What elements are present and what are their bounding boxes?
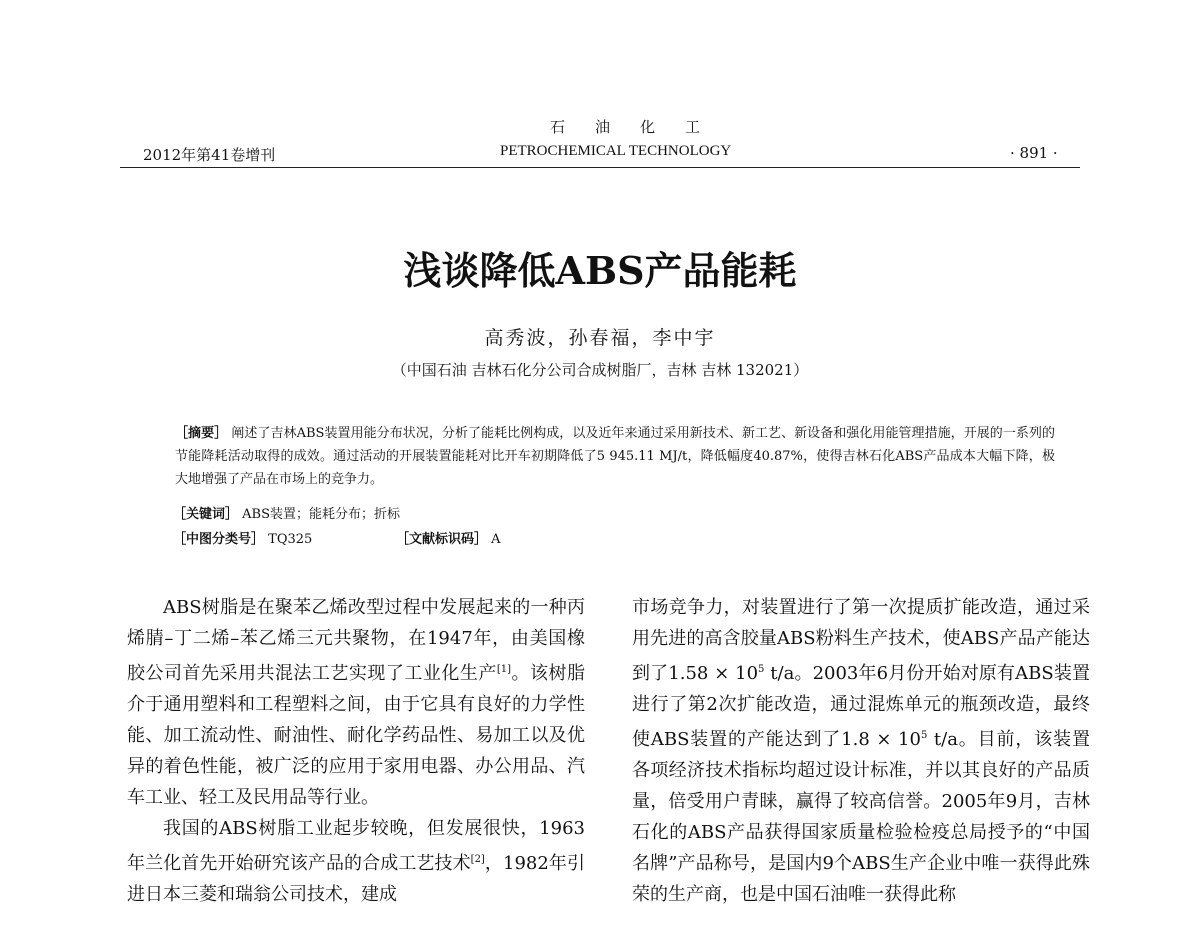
document-code-label: ［文献标识码］ bbox=[396, 532, 488, 547]
body-text: ABS树脂是在聚苯乙烯改型过程中发展起来的一种丙烯腈–丁二烯–苯乙烯三元共聚物，在1947年，由美国橡胶公司首先采用共混法工艺实现了工业化生产 bbox=[127, 597, 585, 684]
exponent: 5 bbox=[758, 664, 765, 675]
body-paragraph bbox=[127, 813, 585, 910]
body-text: 。该树脂介于通用塑料和工程塑料之间，由于它具有良好的力学性能、加工流动性、耐油性、耐化学药品性、易加工以及优异的着色性能，被广泛的应用于家用电器、办公用品、汽车工业、轻工及民用品等行业。 bbox=[127, 663, 586, 808]
page-number: · 891 · bbox=[1010, 144, 1058, 162]
abstract bbox=[175, 422, 1055, 491]
body-column-right bbox=[632, 592, 1090, 910]
document-code-text: A bbox=[491, 532, 501, 547]
classification-label: ［中图分类号］ bbox=[173, 532, 265, 547]
citation-ref: [2] bbox=[470, 854, 485, 865]
body-text: t/a。目前，该装置各项经济技术指标均超过设计标准，并以其良好的产品质量，倍受用户青睐，赢得了较高信誉。2005年9月，吉林石化的ABS产品获得国家质量检验检疫总局授予的“中国名牌”产品称号，是国内9个ABS生产企业中唯一获得此殊荣的生产商，也是中国石油唯一获得此称 bbox=[632, 729, 1090, 905]
keywords-text: ABS装置；能耗分布；折标 bbox=[242, 507, 401, 522]
abstract-text: 阐述了吉林ABS装置用能分布状况，分析了能耗比例构成，以及近年来通过采用新技术、新工艺、新设备和强化用能管理措施，开展的一系列的节能降耗活动取得的成效。通过活动的开展装置能耗对比开车初期降低了5 945.11 MJ/t，降低幅度40.87%，使得吉林石化ABS产品成本大幅下降，极大地增强了产品在市场上的竞争力。 bbox=[175, 426, 1055, 487]
body-text: ，1982年引进日本三菱和瑞翁公司技术，建成 bbox=[127, 853, 586, 905]
journal-name-cn: 石油化工 bbox=[549, 118, 730, 136]
body-column-left bbox=[127, 592, 585, 910]
abstract-label: ［摘要］ bbox=[175, 426, 228, 441]
body-paragraph bbox=[632, 592, 1090, 910]
classification-text: TQ325 bbox=[268, 532, 313, 547]
document-code bbox=[396, 529, 501, 551]
body-text: t/a。2003年6月份开始对原有ABS装置进行了第2次扩能改造，通过混炼单元的瓶颈改造，最终使ABS装置的产能达到了1.8 × 10 bbox=[632, 663, 1090, 750]
citation-ref: [1] bbox=[496, 664, 512, 675]
keywords bbox=[173, 504, 400, 526]
affiliation: （中国石油 吉林石化分公司合成树脂厂，吉林 吉林 132021） bbox=[391, 361, 809, 379]
classification-number bbox=[173, 529, 312, 551]
authors: 高秀波，孙春福，李中宇 bbox=[484, 327, 716, 349]
paper-title: 浅谈降低ABS产品能耗 bbox=[403, 248, 797, 293]
keywords-label: ［关键词］ bbox=[173, 507, 239, 522]
body-text: 我国的ABS树脂工业起步较晚，但发展很快，1963年兰化首先开始研究该产品的合成工艺技术 bbox=[127, 818, 585, 874]
journal-name-en: PETROCHEMICAL TECHNOLOGY bbox=[500, 143, 732, 159]
journal-issue: 2012年第41卷增刊 bbox=[143, 146, 276, 164]
body-paragraph bbox=[127, 592, 585, 813]
header-rule bbox=[120, 167, 1080, 168]
exponent: 5 bbox=[920, 730, 928, 741]
body-text: 市场竞争力，对装置进行了第一次提质扩能改造，通过采用先进的高含胶量ABS粉料生产技术，使ABS产品产能达到了1.58 × 10 bbox=[632, 597, 1090, 684]
